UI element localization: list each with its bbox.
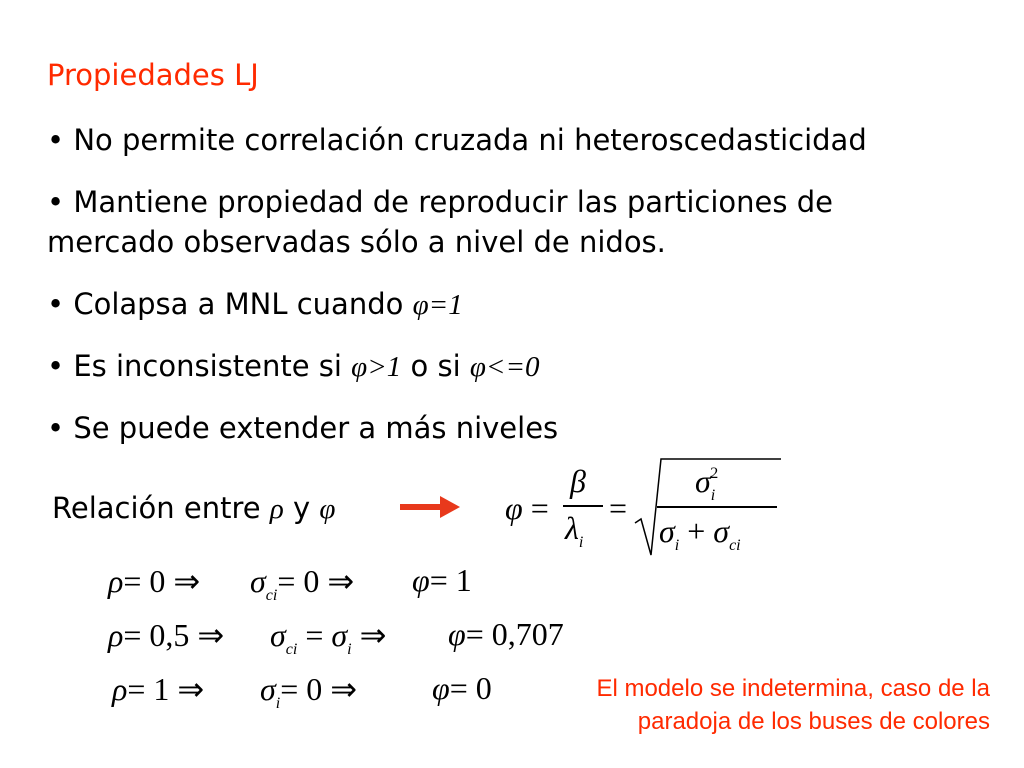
- implies-icon: ⇒: [177, 671, 205, 707]
- implies-icon: ⇒: [330, 671, 358, 707]
- eq-sigma: σ: [250, 563, 266, 599]
- eq-value: = 1: [127, 671, 170, 707]
- bullet-correlation: • No permite correlación cruzada ni heteroscedasticidad: [47, 123, 867, 157]
- equation-row-3-phi: [432, 670, 492, 707]
- eq-rho: ρ: [108, 617, 124, 653]
- eq-sigma: σ: [270, 617, 286, 653]
- eq-value: = 0,707: [465, 616, 564, 652]
- rho-symbol: ρ: [269, 493, 284, 525]
- fraction-bar: [563, 505, 603, 507]
- implies-icon: ⇒: [359, 617, 387, 653]
- equation-row-2: [108, 616, 224, 654]
- equation-row-1-mid: $\sigma_{ci}= 0$ ⇒: [250, 563, 355, 604]
- equation-row-1: [108, 562, 200, 600]
- equation-row-2-mid: $\sigma_{ci} = \sigma_i$ ⇒: [270, 617, 387, 658]
- eq-sigma: σ: [331, 617, 348, 653]
- bullet-inconsistent-text: • Es inconsistente si: [47, 349, 352, 383]
- bullet-collapse-text: • Colapsa a MNL cuando: [47, 287, 413, 321]
- bullet-partitions-line2: mercado observadas sólo a nivel de nidos.: [47, 225, 666, 259]
- eq-rho: ρ: [112, 671, 128, 707]
- eq-rho: ρ: [108, 563, 124, 599]
- eq-phi: φ: [448, 616, 466, 652]
- formula-sigma: σ: [713, 513, 730, 549]
- formula-beta: β: [570, 463, 586, 499]
- formula-sigma: σ: [695, 463, 711, 499]
- bullet-inconsistent-or: o si: [401, 349, 470, 383]
- equation-row-1-phi: [412, 562, 472, 599]
- bullet-inconsistent: [47, 346, 540, 387]
- relation-label: [52, 488, 335, 529]
- bullet-inconsistent-le: <=0: [485, 351, 540, 383]
- implies-icon: ⇒: [197, 617, 225, 653]
- eq-value: = 0,5: [123, 617, 190, 653]
- implies-icon: ⇒: [327, 563, 355, 599]
- phi-symbol: φ: [412, 289, 429, 321]
- phi-symbol: φ: [351, 351, 368, 383]
- implies-icon: ⇒: [173, 563, 201, 599]
- formula-lambda: λ: [565, 510, 579, 546]
- slide-title: Propiedades LJ: [47, 58, 259, 92]
- relation-y: y: [283, 491, 320, 525]
- relation-text: Relación entre: [52, 491, 270, 525]
- indeterminate-note: El modelo se indetermina, caso de la paradoja de los buses de colores: [596, 675, 990, 735]
- bullet-extend-levels: • Se puede extender a más niveles: [47, 411, 559, 445]
- phi-formula: φ = β $\lambda_i$ = $\sigma_i^2$ $\sigma_i + \sigma_{ci}$: [505, 455, 805, 565]
- eq-sigma: σ: [260, 671, 276, 707]
- eq-value: = 1: [429, 562, 472, 598]
- equation-row-2-phi: [448, 616, 564, 653]
- phi-symbol: φ: [469, 351, 486, 383]
- fraction-bar: [657, 506, 777, 508]
- bullet-collapse-value: =1: [428, 289, 463, 321]
- eq-value: = 0: [449, 670, 492, 706]
- eq-phi: φ: [412, 562, 430, 598]
- equation-row-3-mid: $\sigma_i= 0$ ⇒: [260, 671, 358, 712]
- eq-value: = 0: [277, 563, 320, 599]
- eq-value: = 0: [123, 563, 166, 599]
- eq-value: = 0: [280, 671, 323, 707]
- eq-phi: φ: [432, 670, 450, 706]
- phi-symbol: φ: [319, 493, 336, 525]
- formula-phi: φ: [505, 490, 523, 526]
- bullet-collapse-mnl: [47, 284, 463, 325]
- equation-row-3: [112, 670, 204, 708]
- arrow-icon: [400, 494, 462, 520]
- bullet-partitions-line1: • Mantiene propiedad de reproducir las particiones de: [47, 185, 833, 219]
- bullet-inconsistent-gt: >1: [367, 351, 402, 383]
- formula-sigma: σ: [659, 513, 675, 549]
